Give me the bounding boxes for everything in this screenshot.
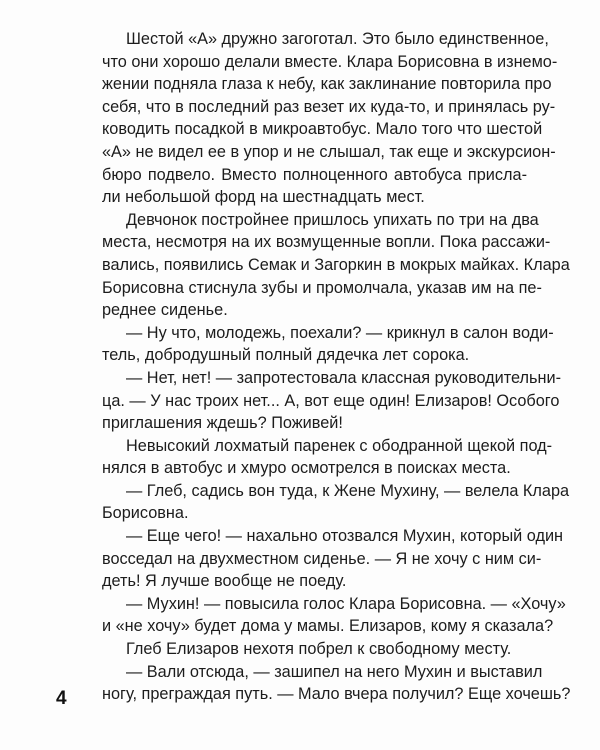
text-line: Глеб Елизаров нехотя побрел к свободному месту. — [126, 640, 512, 659]
text-line: Невысокий лохматый паренек с ободранной щекой под- — [126, 436, 553, 455]
text-line: — Еще чего! — нахально отозвался Мухин, который один — [126, 527, 564, 546]
text-line: ководить посадкой в микроавтобус. Мало того что шестой — [102, 120, 543, 139]
text-line: деть! Я лучше вообще не поеду. — [102, 572, 347, 591]
text-line: приглашения ждешь? Поживей! — [102, 414, 343, 433]
text-line: себя, что в последний раз везет их куда-то, и принялась ру- — [102, 97, 556, 116]
text-line: Борисовна. — [102, 504, 189, 523]
text-line: Шестой «А» дружно загоготал. Это было единственное, — [126, 30, 549, 48]
text-line: — Ну что, молодежь, поехали? — крикнул в салон води- — [126, 323, 554, 342]
text-line: Девчонок постройнее пришлось упихать по три на два — [126, 210, 539, 229]
text-line: реднее сиденье. — [102, 301, 228, 320]
text-line: вались, появились Семак и Загоркин в мокрых майках. Клара — [102, 255, 570, 274]
text-line: ца. — У нас троих нет... А, вот еще один! Елизаров! Особого — [102, 391, 560, 410]
text-line: — Глеб, садись вон туда, к Жене Мухину, — велела Клара — [126, 481, 570, 500]
text-line: Борисовна стиснула зубы и промолчала, указав им на пе- — [102, 278, 542, 297]
text-line: бюро подвело. Вместо полноценного автобуса прислa- — [102, 165, 527, 184]
text-line: нялся в автобус и хмуро осмотрелся в поисках места. — [102, 459, 511, 478]
text-line: что они хорошо делали вместе. Клара Борисовна в изнемо- — [102, 52, 558, 71]
text-line: восседал на двухместном сиденье. — Я не хочу с ним си- — [102, 549, 542, 568]
text-line: «А» не видел ее в упор и не слышал, так еще и экскурсион- — [102, 142, 556, 161]
text-line: жении подняла глаза к небу, как заклинание повторила про — [102, 75, 552, 94]
text-line: — Вали отсюда, — зашипел на него Мухин и выставил — [126, 662, 543, 681]
text-line: и «не хочу» будет дома у мамы. Елизаров, кому я сказала? — [102, 617, 554, 636]
text-line: места, несмотря на их возмущенные вопли. Пока рассажи- — [102, 233, 551, 252]
body-text — [102, 28, 571, 706]
text-line: — Мухин! — повысила голос Клара Борисовна. — «Хочу» — [126, 594, 566, 613]
text-line: — Нет, нет! — запротестовала классная руководительни- — [126, 368, 562, 387]
page-number: 4 — [56, 688, 67, 709]
text-line: тель, добродушный полный дядечка лет сорока. — [102, 346, 470, 365]
text-line: ногу, преграждая путь. — Мало вчера получил? Еще хочешь? — [102, 685, 571, 704]
text-line: ли небольшой форд на шестнадцать мест. — [102, 188, 425, 207]
